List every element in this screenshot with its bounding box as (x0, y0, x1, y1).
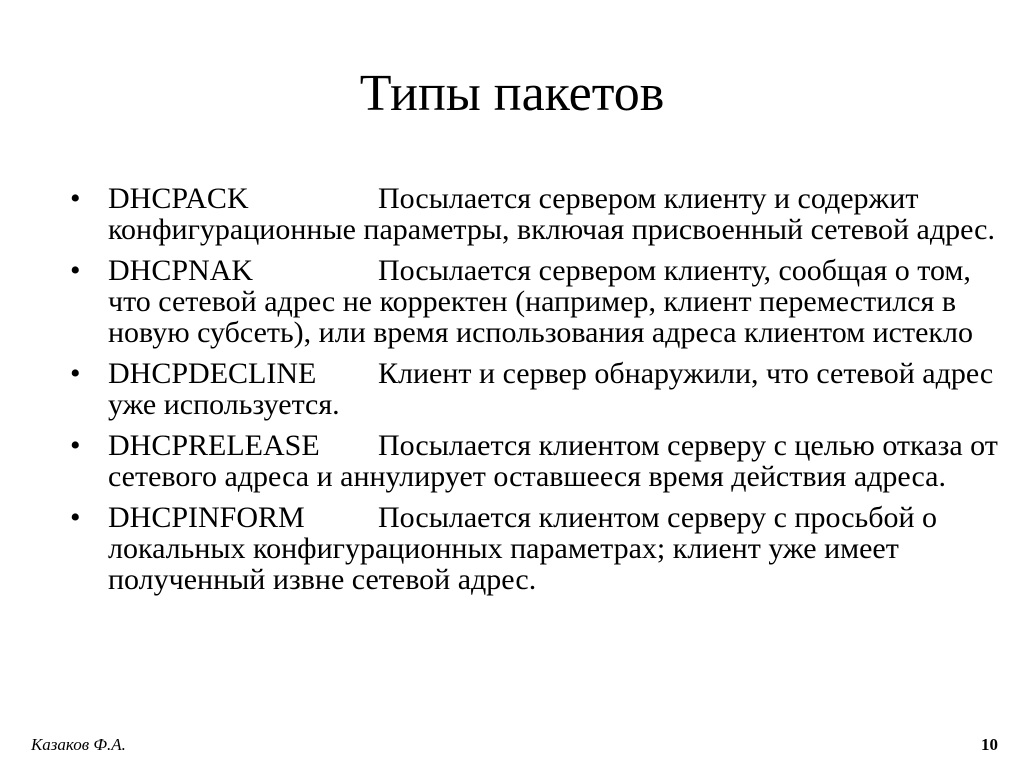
packet-description: Клиент и сервер обнаружили, что сетевой адрес уже используется. (108, 357, 994, 421)
packet-description: Посылается сервером клиенту и содержит конфигурационные параметры, включая присвоенный сетевой адрес. (108, 182, 995, 246)
slide-title: Типы пакетов (359, 65, 665, 122)
list-item-dhcpack (70, 183, 1000, 245)
packet-term: DHCPNAK (108, 254, 254, 287)
list-item-dhcpinform (70, 502, 1000, 595)
list-item-dhcpdecline (70, 358, 1000, 420)
packet-term: DHCPDECLINE (108, 357, 317, 390)
bullet-icon: • (70, 429, 81, 462)
packet-description: Посылается клиентом серверу с просьбой о локальных конфигурационных параметрах; клиент уже имеет полученный извне сетевой адрес. (108, 501, 938, 596)
footer-author: Казаков Ф.А. (31, 735, 126, 754)
packet-term: DHCPRELEASE (108, 429, 320, 462)
list-item-dhcpnak (70, 255, 1000, 348)
packet-term: DHCPACK (108, 182, 249, 215)
bullet-icon: • (70, 254, 81, 287)
list-item-dhcprelease (70, 430, 1000, 492)
packet-description: Посылается сервером клиенту, сообщая о том, что сетевой адрес не корректен (например, клиент переместился в новую субсеть), или время использования адреса клиентом истекло (108, 254, 973, 349)
packet-type-list (70, 183, 1000, 605)
page-number: 10 (981, 735, 998, 754)
packet-description: Посылается клиентом серверу с целью отказа от сетевого адреса и аннулирует оставшееся время действия адреса. (108, 429, 998, 493)
bullet-icon: • (70, 182, 81, 215)
bullet-icon: • (70, 501, 81, 534)
packet-term: DHCPINFORM (108, 501, 305, 534)
bullet-icon: • (70, 357, 81, 390)
